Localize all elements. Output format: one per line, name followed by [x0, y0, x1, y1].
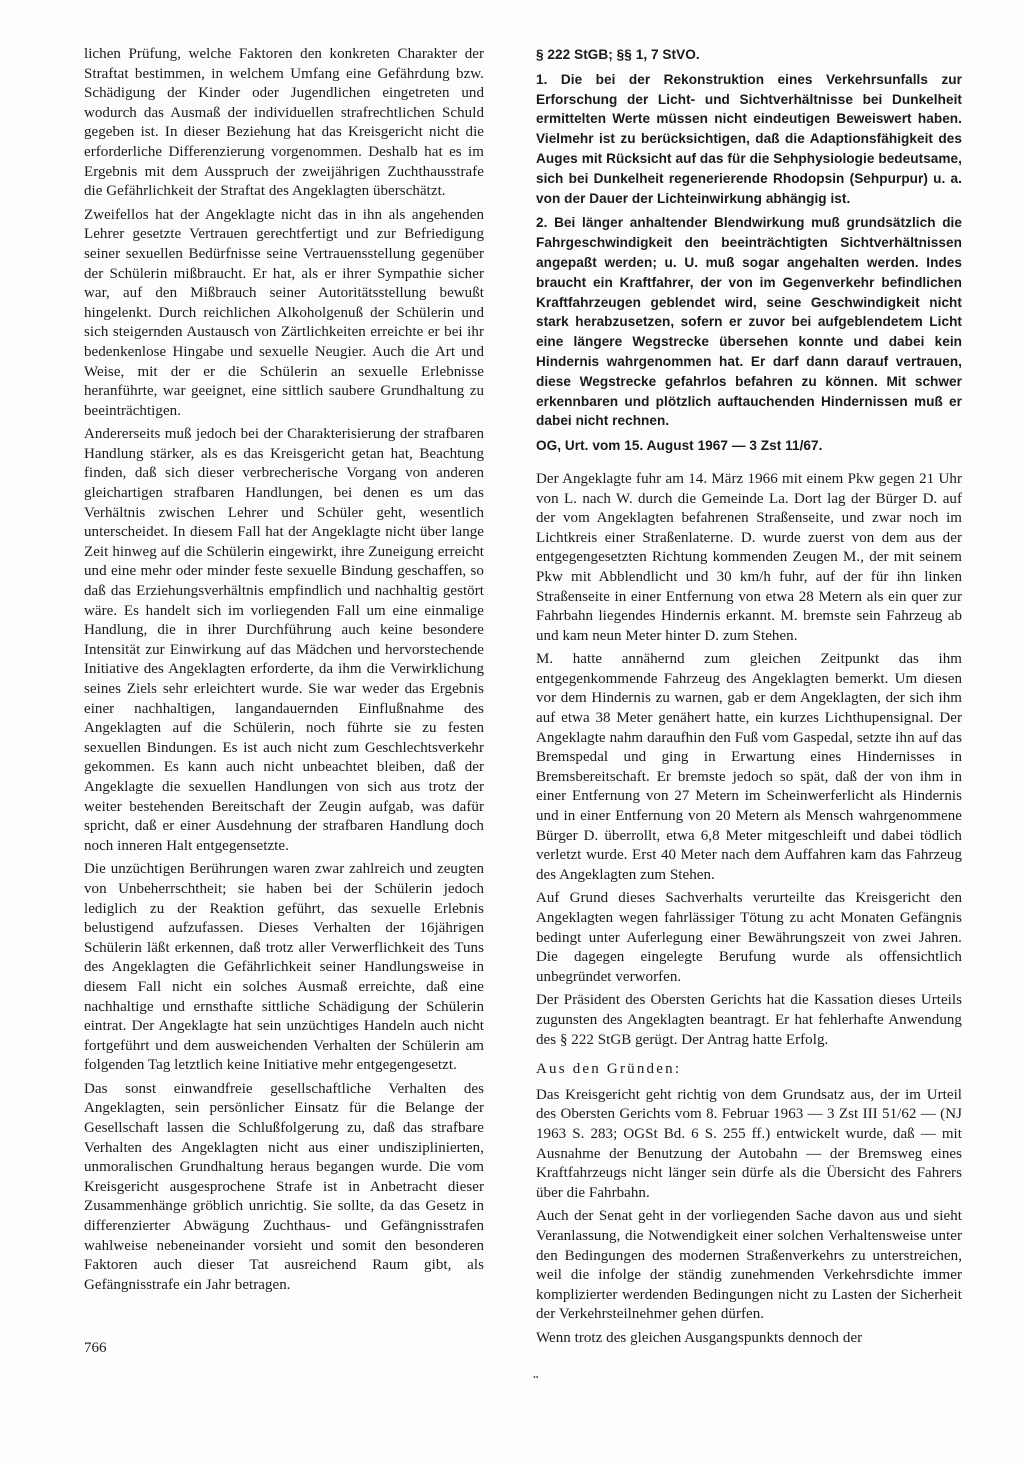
section-heading: Aus den Gründen:	[536, 1061, 682, 1078]
reasons-paragraph: Auch der Senat geht in der vorliegenden Sache davon aus und sieht Veranlassung, die Notwendigkeit einer solchen Verhaltensweise unter den Bedingungen des modernen Straßenverkehrs zu unterstreichen, weil die infolge der ständig zunehmenden Verkehrsdichte immer komplizierter werdenden Bedingungen nicht zu Lasten der Sicherheit der Verkehrsteilnehmer gehen dürfen.	[536, 1208, 962, 1323]
headnote: 1. Die bei der Rekonstruktion eines Verkehrsunfalls zur Erforschung der Licht- und Sichtverhältnisse bei Dunkelheit ermittelten Werte müssen nicht eindeutigen Beweiswert haben. Vielmehr ist zu berücksichtigen, daß die Adaptionsfähigkeit des Auges mit Rücksicht auf das für die Sehphysiologie bedeutsame, sich bei Dunkelheit regenerierende Rhodopsin (Sehpurpur) u. a. von der Dauer der Lichteinwirkung abhängig ist.	[536, 71, 962, 206]
court-citation: OG, Urt. vom 15. August 1967 — 3 Zst 11/67.	[536, 438, 823, 454]
body-paragraph: lichen Prüfung, welche Faktoren den konkreten Charakter der Straftat bestimmen, in welchem Umfang eine Gefährdung bzw. Schädigung der Kinder oder Jugendlichen eingetreten und wodurch das Ausmaß der individuellen strafrechtlichen Schuld gegeben ist. In dieser Beziehung hat das Kreisgericht nicht die erforderliche Differenzierung vorgenommen. Deshalb hat es im Ergebnis mit dem Ausspruch der zweijährigen Zuchthausstrafe die Gefährlichkeit der Straftat des Angeklagten überschätzt.	[84, 46, 484, 200]
body-paragraph: Die unzüchtigen Berührungen waren zwar zahlreich und zeugten von Unbeherrschtheit; sie haben bei der Schülerin jedoch lediglich zu der Reaktion geführt, das sexuelle Erlebnis belustigend aufzufassen. Dieses Verhalten der 16jährigen Schülerin läßt erkennen, daß trotz aller Verwerflichkeit des Tuns des Angeklagten die Gefährlichkeit seiner Handlungsweise in diesem Fall nicht ein solches Ausmaß erreichte, daß eine nachhaltige und ernsthafte sittliche Schädigung der Schülerin eintrat. Der Angeklagte hat sein unzüchtiges Handeln auch nicht fortgeführt und dem ausweichenden Verhalten der Schülerin am folgenden Tag letztlich keine Initiative mehr entgegengesetzt.	[84, 861, 484, 1074]
facts-paragraph: Auf Grund dieses Sachverhalts verurteilte das Kreisgericht den Angeklagten wegen fahrlässiger Tötung zu acht Monaten Gefängnis bedingt unter Auferlegung einer Bewährungszeit von zwei Jahren. Die dagegen eingelegte Berufung wurde als offensichtlich unbegründet verworfen.	[536, 890, 962, 985]
reasons-paragraph: Wenn trotz des gleichen Ausgangspunkts dennoch der	[536, 1329, 863, 1346]
printer-mark-icon: ••	[533, 1373, 539, 1382]
facts-paragraph: Der Präsident des Obersten Gerichts hat die Kassation dieses Urteils zugunsten des Angeklagten beantragt. Er hat fehlerhafte Anwendung des § 222 StGB gerügt. Der Antrag hatte Erfolg.	[536, 992, 962, 1048]
body-paragraph: Andererseits muß jedoch bei der Charakterisierung der strafbaren Handlung stärker, als es das Kreisgericht getan hat, Beachtung finden, daß sich dieser verbrecherische Vorgang von anderen gleichartigen strafbaren Handlungen, bei denen es um das Verhältnis zwischen Lehrer und Schüler geht, wesentlich unterscheidet. In diesem Fall hat der Angeklagte nicht über lange Zeit hinweg auf die Schülerin eingewirkt, ihre Zuneigung erreicht und eine mehr oder minder feste sexuelle Bindung geschaffen, so daß das Erziehungsverhältnis empfindlich und nachhaltig gestört wäre. Es handelt sich im vorliegenden Fall um eine einmalige Handlung, die in ihrer Durchführung auch keine besondere Intensität zur Einwirkung auf das Mädchen und hervorstechende Initiative des Angeklagten erforderte, da ihm die Verwirklichung seines Ziels sehr erleichtert wurde. Sie war weder das Ergebnis einer nachhaltigen, langandauernden Einflußnahme des Angeklagten auf die Schülerin, noch führte sie zu festen sexuellen Bindungen. Es ist auch nicht zum Geschlechtsverkehr gekommen. Es kann auch nicht unbeachtet bleiben, daß der Angeklagte die sexuellen Handlungen von sich aus trotz der weiter bestehenden Bereitschaft der Zeugin aufgab, was dafür spricht, daß er einer Ausdehnung der strafbaren Handlung doch noch inneren Halt entgegensetzte.	[84, 426, 484, 854]
left-column	[84, 45, 484, 1299]
page-number: 766	[84, 1340, 107, 1356]
statute-reference: § 222 StGB; §§ 1, 7 StVO.	[536, 47, 700, 62]
facts-paragraph: M. hatte annähernd zum gleichen Zeitpunkt das ihm entgegenkommende Fahrzeug des Angeklagten bemerkt. Um diesen vor dem Hindernis zu warnen, gab er dem Angeklagten, der sich ihm auf etwa 38 Meter genähert hatte, ein kurzes Lichthupensignal. Der Angeklagte nahm daraufhin den Fuß vom Gaspedal, setzte ihn auf das Bremspedal und ging in Erwartung eines Hindernisses in Bremsbereitschaft. Er bremste jedoch so spät, daß der von ihm in einer Entfernung von 27 Metern im Scheinwerferlicht als Hindernis und in einer Entfernung von 20 Metern als Mensch wahrgenommene Bürger D. überrollt, etwa 6,8 Meter mitgeschleift und dabei tödlich verletzt wurde. Erst 40 Meter nach dem Auffahren kam das Fahrzeug des Angeklagten zum Stehen.	[536, 651, 962, 883]
right-column	[536, 45, 962, 1352]
body-paragraph: Zweifellos hat der Angeklagte nicht das in ihn als angehenden Lehrer gesetzte Vertrauen gerechtfertigt und zur Befriedigung seiner sexuellen Bedürfnisse seine Vertrauensstellung gegenüber der Schülerin mißbraucht. Er hat, als er ihrer Sympathie sicher war, auf den Mißbrauch seiner Autoritätsstellung bewußt hingelenkt. Durch reichlichen Alkoholgenuß der Schülerin und sich steigernden Austausch von Zärtlichkeiten erreichte er bei ihr bedenkenlose Hingabe und sexuelle Neugier. Auch die Art und Weise, mit der er die Schülerin an sexuelle Erlebnisse heranführte, war geeignet, eine sittlich saubere Grundhaltung zu beeinträchtigen.	[84, 206, 484, 419]
headnote: 2. Bei länger anhaltender Blendwirkung muß grundsätzlich die Fahrgeschwindigkeit den beeinträchtigten Sichtverhältnissen angepaßt werden; u. U. muß sogar angehalten werden. Indes braucht ein Kraftfahrer, der von im Gegenverkehr befindlichen Kraftfahrzeugen geblendet wird, seine Geschwindigkeit nicht stark herabzusetzen, sofern er zuvor bei aufgeblendetem Licht eine längere Wegstrecke übersehen konnte und dabei kein Hindernis wahrgenommen hat. Er darf dann darauf vertrauen, diese Wegstrecke gefahrlos befahren zu können. Mit schwer erkennbaren und plötzlich auftauchenden Hindernissen muß er dabei nicht rechnen.	[536, 215, 962, 429]
reasons-paragraph: Das Kreisgericht geht richtig von dem Grundsatz aus, der im Urteil des Obersten Gerichts vom 8. Februar 1963 — 3 Zst III 51/62 — (NJ 1963 S. 283; OGSt Bd. 6 S. 255 ff.) entwickelt wurde, daß — mit Ausnahme der Benutzung der Autobahn — der Bremsweg eines Kraftfahrzeugs nicht länger sein dürfe als die Übersicht des Fahrers über die Fahrbahn.	[536, 1086, 962, 1201]
facts-paragraph: Der Angeklagte fuhr am 14. März 1966 mit einem Pkw gegen 21 Uhr von L. nach W. durch die Gemeinde La. Dort lag der Bürger D. auf der vom Angeklagten befahrenen Straßenseite, und zwar noch im Lichtkreis einer Straßenlaterne. D. wurde zuerst von dem aus der entgegengesetzten Richtung kommenden Zeugen M., der mit seinem Pkw mit Abblendlicht und 30 km/h fuhr, auf der für ihn linken Straßenseite in einer Entfernung von etwa 28 Metern als ein quer zur Fahrbahn liegendes Hindernis erkannt. M. bremste sein Fahrzeug ab und kam neun Meter hinter D. zum Stehen.	[536, 470, 962, 644]
body-paragraph: Das sonst einwandfreie gesellschaftliche Verhalten des Angeklagten, sein persönlicher Einsatz für die Belange der Gesellschaft lassen die Schlußfolgerung zu, daß das strafbare Verhalten des Angeklagten nicht aus einer undisziplinierten, unmoralischen Grundhaltung heraus begangen wurde. Die vom Kreisgericht ausgesprochene Strafe ist in Anbetracht dieser Zusammenhänge gröblich unrichtig. Sie sollte, da das Gesetz in differenzierter Abwägung Zuchthaus- und Gefängnisstrafen wahlweise nebeneinander vorsieht und somit den besonderen Faktoren auch dieser Tat ausreichend Raum gibt, als Gefängnisstrafe ein Jahr betragen.	[84, 1080, 484, 1293]
